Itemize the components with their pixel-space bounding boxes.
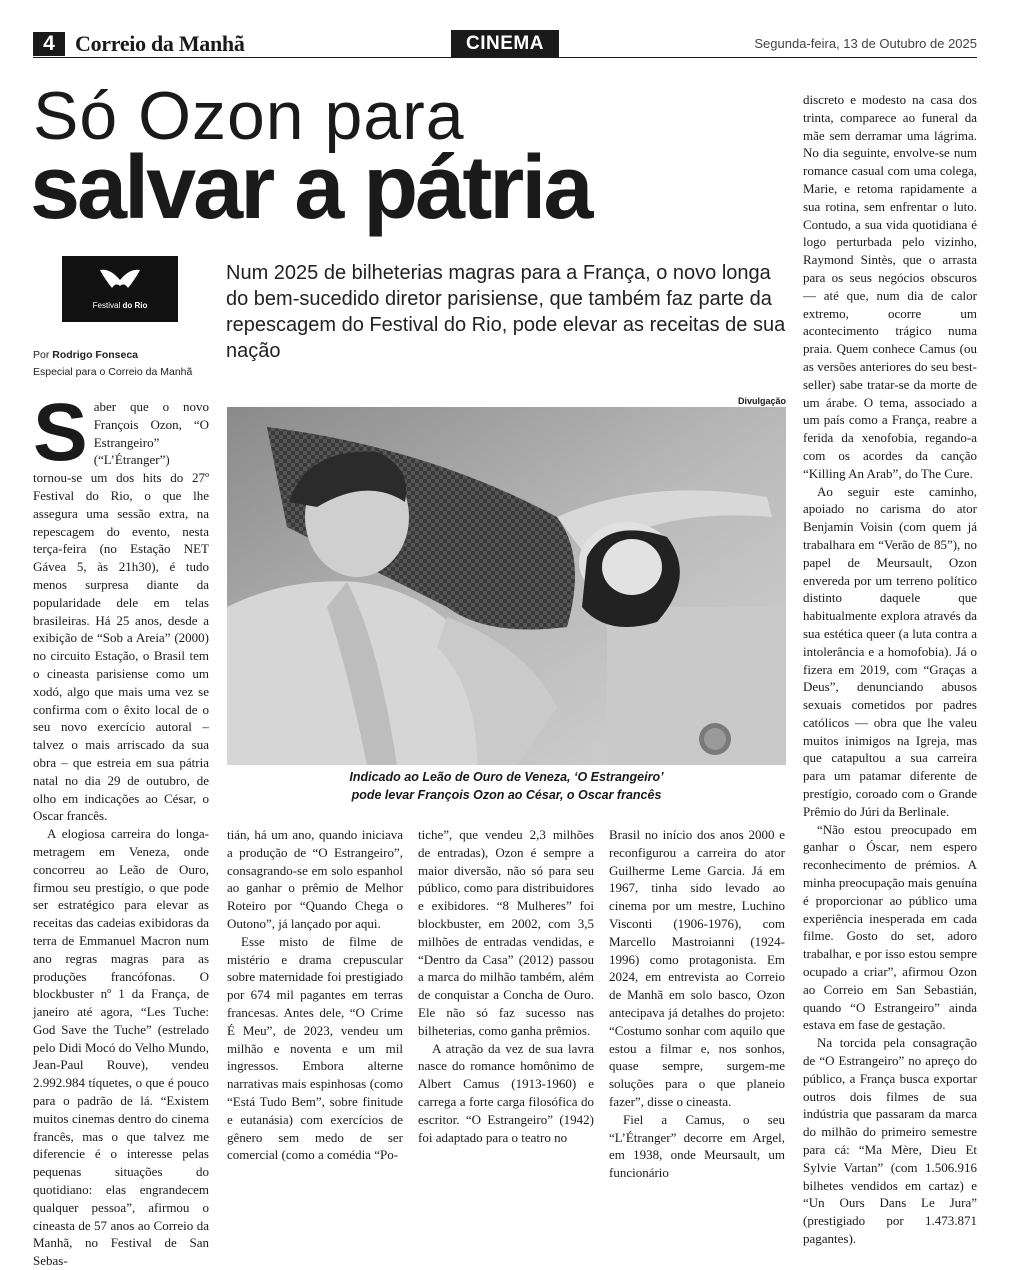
photo-credit: Divulgação xyxy=(737,396,786,406)
article-column-3 xyxy=(418,826,594,1146)
paragraph: tián, há um ano, quando iniciava a produção de “O Estrangeiro”, consagrando-se em solo espanhol ao ganhar o prêmio de Melhor Roteiro por “Quando Chega o Outono”, já lançado por aqui. xyxy=(227,827,403,931)
section-label: CINEMA xyxy=(451,30,559,58)
paragraph: A elogiosa carreira do longa-metragem em Veneza, onde concorreu ao Leão de Ouro, firmou seu prestígio, o que pode ser estratégico para elevar as receitas das cadeias exibidoras da terra de Emmanuel Macron num ano regras magras para as produções francófonas. O blockbuster nº 1 da França, de janeiro até agora, “Les Tuche: God Save the Tuche” (estrelado pelo Didi Mocó do Velho Mundo, Jean-Paul Rouve), vendeu 2.992.984 tíquetes, o que é pouco para o padrão de lá. “Existem muitos cinemas dentro do cinema francês, mas o que talvez me diferencie é o interesse pelas pequenas situações do quotidiano: elas engrandecem qualquer pessoa”, afirmou o cineasta de 57 anos ao Correio da Manhã, no Festival de San Sebas- xyxy=(33,826,209,1269)
photo-caption: Indicado ao Leão de Ouro de Veneza, ‘O Estrangeiro’ pode levar François Ozon ao César, o Oscar francês xyxy=(349,770,664,802)
article-column-1 xyxy=(33,387,209,1270)
page-number: 4 xyxy=(33,32,65,56)
drop-cap: S xyxy=(33,387,88,478)
photo-illustration xyxy=(227,407,786,765)
byline-role: Especial para o Correio da Manhã xyxy=(33,366,193,378)
headline-line-1: Só Ozon para xyxy=(33,78,465,154)
headline-line-2: salvar a pátria xyxy=(30,138,591,238)
page-header xyxy=(33,30,977,58)
paragraph: Na torcida pela consagração de “O Estrangeiro” no apreço do público, a França busca exportar outros dois filmes de sua indústria que passaram da marca do milhão do primeiro semestre para cá: “Ma Mère, Dieu Et Sylvie Vartan” (com 1.506.916 bilhetes vendidos em cartaz) e “Un Ours Dans Le Jura” (prestigiado por 1.473.871 pagantes). xyxy=(803,1035,977,1246)
paragraph: tiche”, que vendeu 2,3 milhões de entradas), Ozon é sempre a maior diversão, não só para seu público, como para distribuidores e exibidores. “8 Mulheres” foi blockbuster, em 2002, com 3,5 milhões de entradas vendidas, e “Dentro da Casa” (2012) passou a marca do milhão também, além de conquistar a Concha de Ouro. Ele não só faz sucesso nas bilheterias, como ganha prêmios. xyxy=(418,827,594,1038)
byline-author-line: Por Rodrigo Fonseca xyxy=(33,349,139,361)
article-column-2 xyxy=(227,826,403,1164)
author-name: Rodrigo Fonseca xyxy=(52,349,139,361)
festival-do-rio-logo xyxy=(62,256,178,322)
paragraph: “Não estou preocupado em ganhar o Óscar, nem espero reconhecimento de prémios. A minha preocupação mais genuína é proporcionar ao público uma experiência inesperada em cada filme. Gosto do set, adoro trabalhar, e por isso estou sempre ocupado a criar”, afirmou Ozon ao Correio em San Sebastián, quando “O Estrangeiro” ainda estava em fase de gestação. xyxy=(803,821,977,1033)
article-column-4 xyxy=(609,826,785,1182)
newspaper-brand: Correio da Manhã xyxy=(75,31,245,56)
paragraph: A atração da vez de sua lavra nasce do romance homônimo de Albert Camus (1913-1960) e carrega a forte carga filosófica do escritor. “O Estrangeiro” (1942) foi adaptado para o teatro no xyxy=(418,1040,594,1145)
paragraph: Fiel a Camus, o seu “L’Étranger” decorre em Argel, em 1938, onde Meursault, um funcionário xyxy=(609,1111,785,1181)
paragraph: Ao seguir este caminho, apoiado no carisma do ator Benjamin Voisin (com quem já trabalhara em “Verão de 85”), no papel de Meursault, Ozon envereda por um terreno político distinto daquele que habitualmente explora através da sua estética queer (a luta contra a intolerância e a homofobia). Já o fizera em 2019, com “Graças a Deus”, denunciando abusos sexuais cometidos por padres católicos — obra que lhe valeu muitos inimigos na Igreja, mas que catapultou a sua carreira para um patamar diferente de prestígio, coroado com o Grande Prêmio do Júri da Berlinale. xyxy=(803,483,977,819)
issue-date: Segunda-feira, 13 de Outubro de 2025 xyxy=(754,36,977,51)
festival-logo-text: Festival do Rio xyxy=(92,301,148,310)
article-deck: Num 2025 de bilheterias magras para a França, o novo longa do bem-sucedido diretor parisiense, que também faz parte da repescagem do Festival do Rio, pode elevar as receitas de sua nação xyxy=(226,262,786,362)
paragraph-lead: Saber que o novo François Ozon, “O Estrangeiro” (“L’Étranger”) tornou-se um dos hits do 27º Festival do Rio, o que lhe assegura uma sessão extra, na repescagem do evento, nesta terça-feira (no Estação NET Gávea 5, às 21h30), é tudo menos surpresa diante da popularidade dele em telas brasileiras. Há 25 anos, desde a exibição de “Sob a Areia” (2000) no circuito Estação, o Brasil tem o cineasta parisiense como um xodó, algo que mais uma vez se confirma com o êxito local de o seu novo exercício autoral – talvez o mais arriscado da sua obra – que estreia em sua pátria natal no dia 29 de outubro, de olho em indicações ao César, o Oscar francês. xyxy=(33,387,209,824)
article-column-5 xyxy=(803,91,977,1248)
paragraph: discreto e modesto na casa dos trinta, comparece ao funeral da mãe sem derramar uma lágrima. No dia seguinte, envolve-se num romance casual com uma colega, Marie, e retoma rapidamente a sua rotina, sem enfrentar o luto. Contudo, a sua vida quotidiana é logo perturbada pelo vizinho, Raymond Sintès, que o arrasta para os seus negócios obscuros — até que, num dia de calor extremo, ocorre um acontecimento trágico numa praia. Quem conhece Camus (ou as versões anteriores do seu best-seller) sabe tratar-se da morte de um árabe. O tema, associado a um país como a França, reabre a ferida da xenofobia, regando-a com os acordes da canção “Killing An Arab”, do The Cure. xyxy=(803,92,977,481)
paragraph: Esse misto de filme de mistério e drama crepuscular sobre maternidade foi prestigiado por 674 mil pagantes em terras francesas. Antes dele, “O Crime É Meu”, de 2023, vendeu um milhão e noventa e um mil ingressos. Embora alterne narrativas mais espinhosas (como “Está Tudo Bem”, sobre finitude e eutanásia) com exercícios de gênero sem medo de ser comercial (como a comédia “Po- xyxy=(227,933,403,1163)
article-photo xyxy=(227,407,786,765)
byline xyxy=(33,347,192,381)
paragraph: Brasil no início dos anos 2000 e reconfigurou a carreira do ator Guilherme Leme Garcia. Já em 1967, tinha sido levado ao cinema por um mestre, Luchino Visconti (1906-1976), com Marcello Mastroianni (1924-1996) como protagonista. Em 2024, em entrevista ao Correio de Manhã em solo basco, Ozon antecipava já detalhes do projeto: “Costumo sonhar com aquilo que estou a filmar e, nos sonhos, quase sempre, surgem-me soluções para o que planeio fazer”, disse o cineasta. xyxy=(609,827,785,1109)
festival-bird-icon xyxy=(98,266,142,296)
